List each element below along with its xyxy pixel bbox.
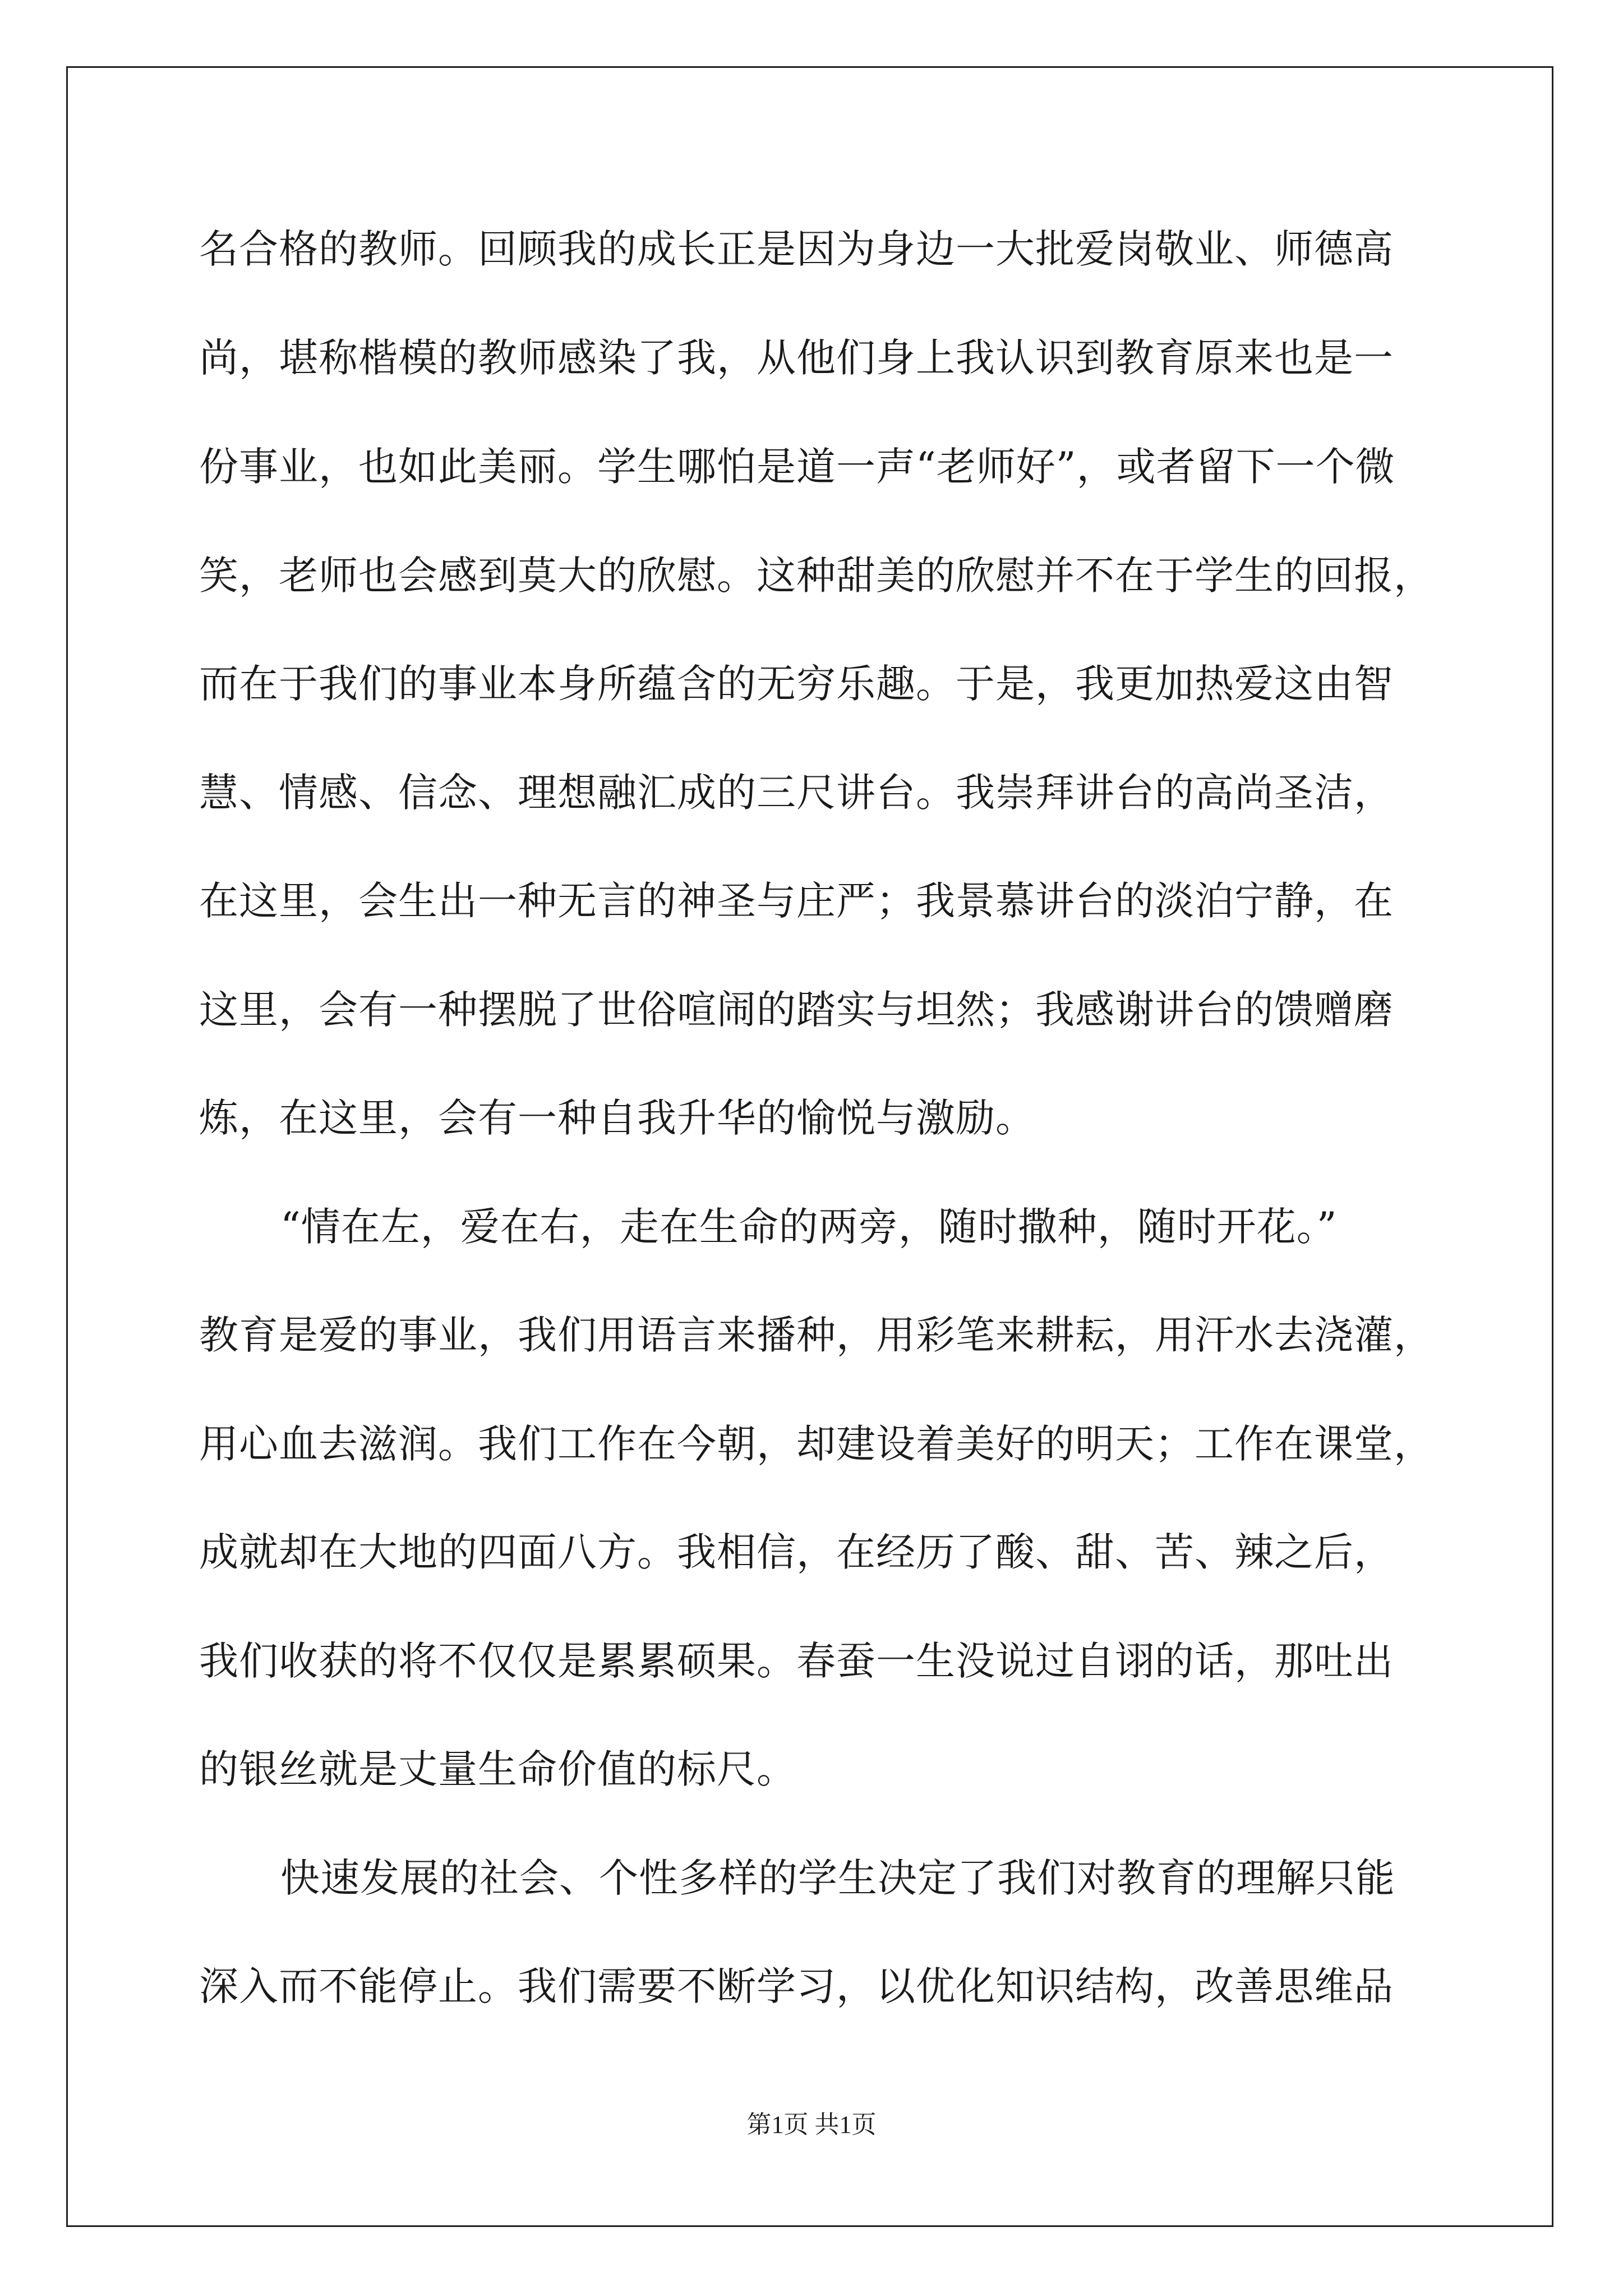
- text-line: “情在左，爱在右，走在生命的两旁，随时撒种，随时开花。”: [280, 1204, 1338, 1250]
- text-line: 名合格的教师。回顾我的成长正是因为身边一大批爱岗敬业、师德高: [199, 226, 1394, 272]
- text-line: 笑，老师也会感到莫大的欣慰。这种甜美的欣慰并不在于学生的回报，: [199, 553, 1433, 599]
- text-line: 成就却在大地的四面八方。我相信，在经历了酸、甜、苦、辣之后，: [199, 1529, 1394, 1575]
- text-line: 教育是爱的事业，我们用语言来播种，用彩笔来耕耘，用汗水去浇灌，: [199, 1312, 1433, 1358]
- text-line: 我们收获的将不仅仅是累累硕果。春蚕一生没说过自诩的话，那吐出: [199, 1638, 1394, 1684]
- text-line: 在这里，会生出一种无言的神圣与庄严；我景慕讲台的淡泊宁静，在: [199, 878, 1394, 924]
- text-line: 慧、情感、信念、理想融汇成的三尺讲台。我崇拜讲台的高尚圣洁，: [199, 770, 1394, 816]
- text-line: 份事业，也如此美丽。学生哪怕是道一声“老师好”，或者留下一个微: [199, 444, 1395, 490]
- text-line: 炼，在这里，会有一种自我升华的愉悦与激励。: [199, 1095, 1035, 1141]
- text-line: 尚，堪称楷模的教师感染了我，从他们身上我认识到教育原来也是一: [199, 335, 1394, 381]
- page-number: 第1页 共1页: [746, 2111, 877, 2138]
- text-line: 而在于我们的事业本身所蕴含的无穷乐趣。于是，我更加热爱这由智: [199, 661, 1394, 707]
- text-line: 深入而不能停止。我们需要不断学习，以优化知识结构，改善思维品: [199, 1963, 1394, 2009]
- text-line: 的银丝就是丈量生命价值的标尺。: [199, 1746, 796, 1792]
- text-line: 快速发展的社会、个性多样的学生决定了我们对教育的理解只能: [280, 1855, 1395, 1901]
- text-line: 这里，会有一种摆脱了世俗喧闹的踏实与坦然；我感谢讲台的馈赠磨: [199, 987, 1394, 1033]
- text-line: 用心血去滋润。我们工作在今朝，却建设着美好的明天；工作在课堂，: [199, 1421, 1433, 1467]
